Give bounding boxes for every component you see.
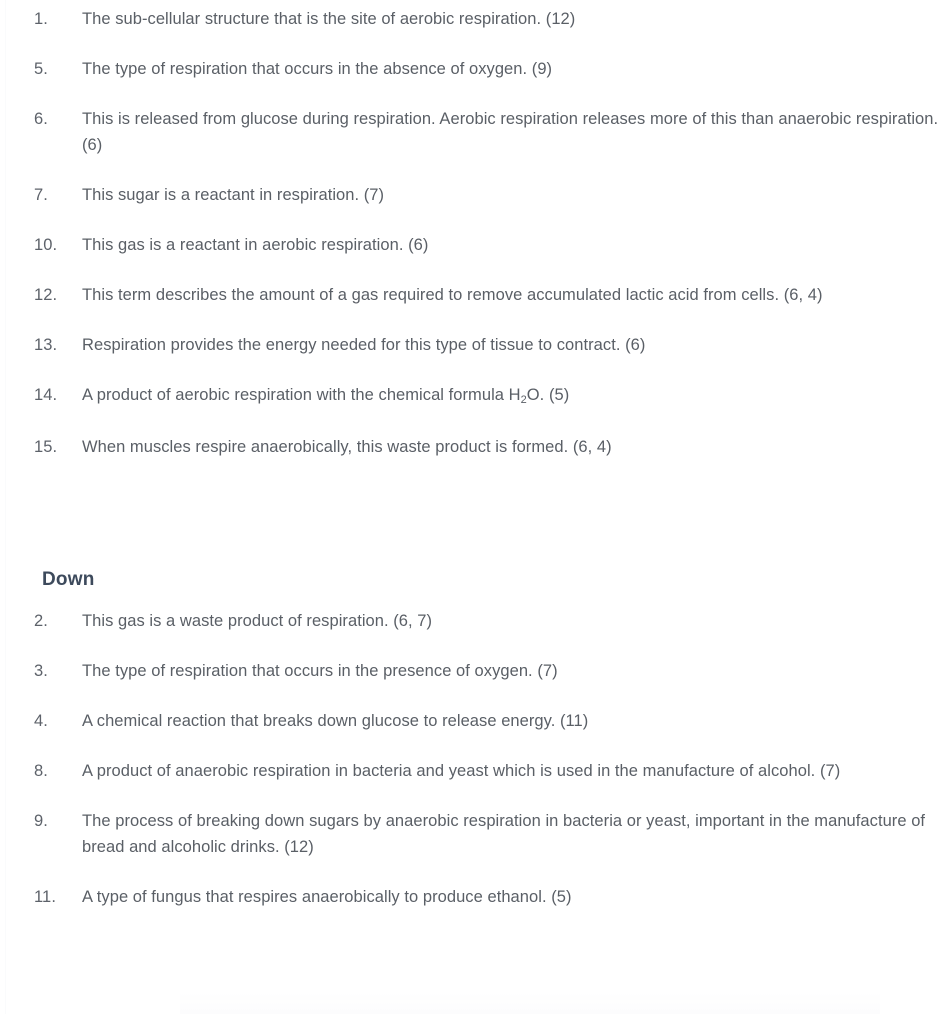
clue-number: 9. — [34, 812, 48, 830]
clue-text: When muscles respire anaerobically, this waste product is formed. (6, 4) — [82, 438, 612, 456]
clue-item — [0, 56, 947, 82]
clue-text: The process of breaking down sugars by anaerobic respiration in bacteria or yeast, important in the manufacture of bread and alcoholic drinks. (12) — [82, 812, 926, 856]
clue-text — [82, 382, 947, 410]
clue-item — [0, 382, 947, 410]
scan-shadow — [180, 992, 880, 1014]
clue-number: 15. — [34, 438, 58, 456]
clue-number: 2. — [34, 612, 48, 630]
clue-number: 3. — [34, 662, 48, 680]
clue-number: 8. — [34, 762, 48, 780]
clue-number: 14. — [34, 386, 58, 404]
clue-item — [0, 608, 947, 634]
clue-item — [0, 332, 947, 358]
clue-item — [0, 758, 947, 784]
clue-text: This gas is a reactant in aerobic respiration. (6) — [82, 236, 429, 254]
clue-text: The sub-cellular structure that is the site of aerobic respiration. (12) — [82, 10, 576, 28]
clue-text-part: A product of aerobic respiration with the chemical formula H — [82, 386, 521, 404]
clue-number: 6. — [34, 110, 48, 128]
clue-number: 5. — [34, 60, 48, 78]
down-section-heading: Down — [42, 569, 95, 590]
clue-item — [0, 708, 947, 734]
clue-item — [0, 6, 947, 32]
clue-number: 13. — [34, 336, 58, 354]
clue-number: 7. — [34, 186, 48, 204]
clue-text: This sugar is a reactant in respiration. (7) — [82, 186, 385, 204]
clue-item — [0, 282, 947, 308]
chemical-subscript: 2 — [520, 394, 527, 406]
clue-text-part: O. (5) — [526, 386, 570, 404]
clue-text: A chemical reaction that breaks down glucose to release energy. (11) — [82, 712, 589, 730]
clue-item — [0, 232, 947, 258]
clue-item — [0, 434, 947, 460]
clue-item — [0, 658, 947, 684]
clue-text: The type of respiration that occurs in the presence of oxygen. (7) — [82, 662, 558, 680]
clue-text: Respiration provides the energy needed for this type of tissue to contract. (6) — [82, 336, 646, 354]
clue-text: This is released from glucose during respiration. Aerobic respiration releases more of this than anaerobic respiration. (6) — [82, 110, 939, 154]
clue-item — [0, 884, 947, 910]
clue-text: This gas is a waste product of respiration. (6, 7) — [82, 612, 433, 630]
clue-number: 4. — [34, 712, 48, 730]
clue-number: 11. — [34, 888, 57, 906]
across-clue-list — [0, 6, 947, 484]
clue-text: A type of fungus that respires anaerobically to produce ethanol. (5) — [82, 888, 572, 906]
clue-number: 12. — [34, 286, 58, 304]
clue-text: A product of anaerobic respiration in bacteria and yeast which is used in the manufacture of alcohol. (7) — [82, 762, 841, 780]
down-clue-list — [0, 608, 947, 934]
clue-number: 10. — [34, 236, 58, 254]
clue-text: The type of respiration that occurs in the absence of oxygen. (9) — [82, 60, 553, 78]
clue-number: 1. — [34, 10, 48, 28]
clue-item — [0, 182, 947, 208]
clue-item — [0, 106, 947, 158]
clue-item — [0, 808, 947, 860]
clue-text: This term describes the amount of a gas required to remove accumulated lactic acid from cells. (6, 4) — [82, 286, 823, 304]
